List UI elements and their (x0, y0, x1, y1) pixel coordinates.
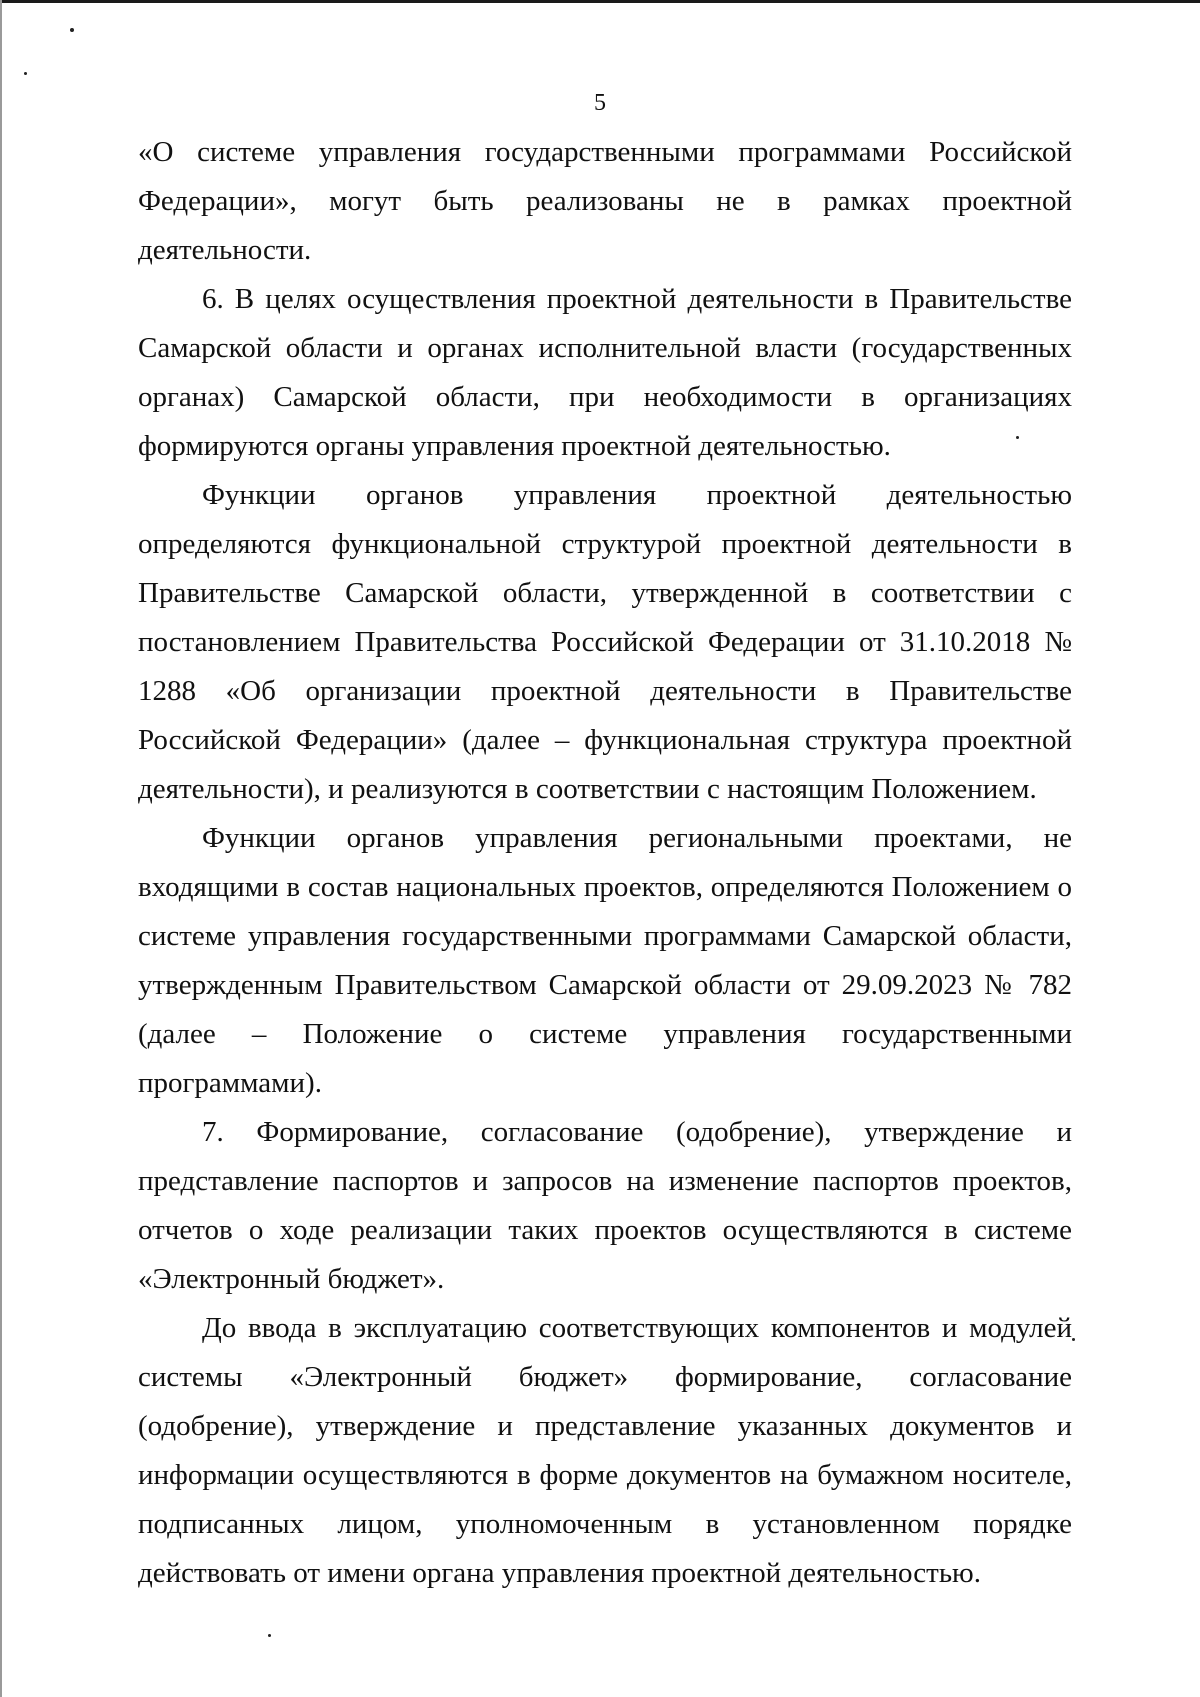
scan-speck (1072, 1338, 1075, 1341)
paragraph-functions-regional-projects: Функции органов управления региональными проектами, не входящими в состав национальных проектов, определяются Положением о системе управления государственными программами Самарской области, утвержденным Правительством Самарской области от 29.09.2023 № 782 (далее – Положение о системе управления государственными программами). (138, 822, 1072, 1099)
paragraph-functions-project-bodies: Функции органов управления проектной деятельностью определяются функциональной структурой проектной деятельности в Правительстве Самарской области, утвержденной в соответствии с постановлением Правительства Российской Федерации от 31.10.2018 № 1288 «Об организации проектной деятельности в Правительстве Российской Федерации» (далее – функциональная структура проектной деятельности), и реализуются в соответствии с настоящим Положением. (138, 479, 1072, 805)
page-number: 5 (594, 90, 606, 116)
paragraph-paper-documents: До ввода в эксплуатацию соответствующих компонентов и модулей системы «Электронный бюджет» формирование, согласование (одобрение), утверждение и представление указанных документов и информации осуществляются в форме документов на бумажном носителе, подписанных лицом, уполномоченным в установленном порядке действовать от имени органа управления проектной деятельностью. (138, 1312, 1072, 1589)
scan-left-edge (0, 0, 2, 1697)
paragraph-continuation: «О системе управления государственными программами Российской Федерации», могут быть реализованы не в рамках проектной деятельности. (138, 136, 1072, 266)
paragraph-clause-7: 7. Формирование, согласование (одобрение), утверждение и представление паспортов и запросов на изменение паспортов проектов, отчетов о ходе реализации таких проектов осуществляются в системе «Электронный бюджет». (138, 1116, 1072, 1295)
scan-speck (70, 28, 74, 32)
scan-speck (268, 1634, 271, 1637)
scan-top-edge (0, 0, 1200, 3)
scan-speck (24, 72, 27, 75)
document-body (138, 128, 1072, 1598)
paragraph-clause-6: 6. В целях осуществления проектной деятельности в Правительстве Самарской области и органах исполнительной власти (государственных органах) Самарской области, при необходимости в организациях формируются органы управления проектной деятельностью. (138, 283, 1072, 462)
